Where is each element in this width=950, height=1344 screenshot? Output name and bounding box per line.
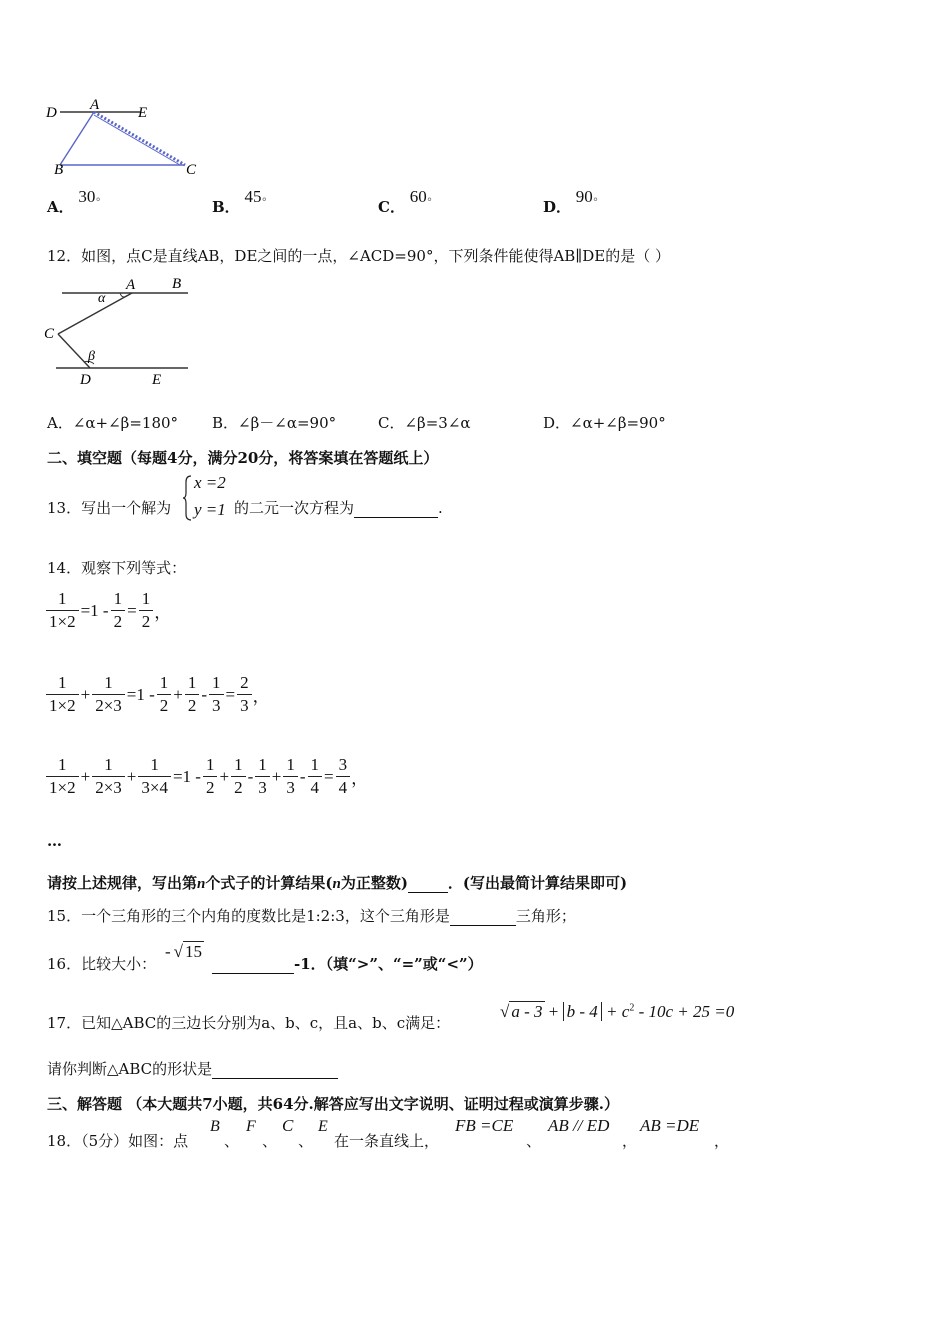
q11-option-c[interactable]: C． 60°	[378, 187, 433, 216]
q13-eq2: y =1	[194, 500, 226, 519]
q18-cond-2: AB // ED	[548, 1116, 610, 1135]
q16-rest: -1．（填“>”、“=”或“<”）	[212, 953, 483, 974]
q13-prefix: 13．写出一个解为	[47, 499, 172, 517]
q18-point-f: F	[246, 1118, 256, 1135]
fraction: $\frac{1}{2}$	[111, 588, 126, 633]
q11-option-d[interactable]: D． 90°	[543, 187, 599, 216]
q12-label-beta: β	[88, 349, 95, 364]
q12-option-d[interactable]: D．∠α+∠β=90°	[543, 414, 666, 432]
fraction: $\frac{1}{1\times 2}$	[46, 754, 79, 799]
q12-stem: 12．如图，点C是直线AB，DE之间的一点，∠ACD=90°，下列条件能使得AB∥DE的是（ ）	[47, 247, 670, 265]
fraction: $\frac{2}{3}$	[237, 672, 252, 717]
q14-stem: 14．观察下列等式：	[47, 559, 187, 577]
q18-point-b: B	[210, 1118, 220, 1135]
q18-cond-3: AB =DE	[640, 1116, 700, 1135]
q17-equation: √ $a - 3 + b - 4 + c^2 - 10c + 25 =0$	[500, 1002, 735, 1021]
q13-eq1: x =2	[194, 473, 226, 492]
q11-figure	[40, 95, 210, 180]
section-2-heading: 二、填空题（每题4分，满分20分，将答案填在答题纸上）	[47, 449, 439, 467]
fraction: $\frac{1}{2}$	[139, 588, 154, 633]
q18-text-b: 在一条直线上，	[334, 1132, 440, 1150]
q14-ask: 请按上述规律，写出第n个式子的计算结果(n为正整数) ．(写出最简计算结果即可)	[47, 874, 628, 892]
q18-cond-1: FB =CE	[455, 1116, 514, 1135]
fraction: $\frac{1}{2}$	[203, 754, 218, 799]
fraction: $\frac{1}{2\times 3}$	[92, 672, 125, 717]
q11-label-d: D	[46, 105, 57, 121]
q18-sep: 、	[526, 1132, 542, 1150]
fraction: $\frac{1}{2}$	[231, 754, 246, 799]
q17-answer-blank[interactable]	[212, 1062, 338, 1079]
q16-answer-blank[interactable]	[212, 957, 294, 974]
q11-label-e: E	[138, 105, 148, 121]
fraction: $\frac{1}{3\times 4}$	[138, 754, 171, 799]
fraction: $\frac{1}{2}$	[185, 672, 200, 717]
fraction: $\frac{1}{3}$	[255, 754, 270, 799]
q14-ellipsis: …	[47, 832, 62, 850]
q12-figure	[40, 270, 200, 395]
q14-equation-2: $\frac{1}{1\times 2}$ + $\frac{1}{2\times 3}$ =1 - $\frac{1}{2}$ + $\frac{1}{2}$ - $\frac{1}{3}$ = $\frac{2}{3}$ ，	[45, 672, 270, 717]
q18-sep: 、	[298, 1132, 314, 1150]
q11-option-b[interactable]: B． 45°	[212, 187, 267, 216]
q18-point-e: E	[318, 1118, 328, 1135]
fraction: $\frac{1}{1\times 2}$	[46, 588, 79, 633]
q11-label-c: C	[186, 162, 197, 178]
q13-suffix: 的二元一次方程为 .	[234, 499, 443, 517]
q11-label-a: A	[90, 97, 100, 113]
q12-label-e: E	[152, 372, 162, 388]
fraction: $\frac{1}{2}$	[157, 672, 172, 717]
fraction: $\frac{1}{3}$	[209, 672, 224, 717]
q14-answer-blank[interactable]	[408, 876, 448, 893]
q12-label-d: D	[80, 372, 91, 388]
q14-equation-3: $\frac{1}{1\times 2}$ + $\frac{1}{2\times 3}$ + $\frac{1}{3\times 4}$ =1 - $\frac{1}{2}$ + $\frac{1}{2}$ - $\frac{1}{3}$ + $\frac{1}{3}$ - $\frac{1}{4}$ = $\frac{3}{4}$ ，	[45, 754, 368, 799]
q18-comma: ，	[714, 1132, 730, 1150]
fraction: $\frac{1}{3}$	[283, 754, 298, 799]
q15-answer-blank[interactable]	[450, 909, 516, 926]
q11-label-b: B	[54, 162, 64, 178]
q12-option-b[interactable]: B．∠β－∠α=90°	[212, 414, 337, 432]
q12-option-c[interactable]: C．∠β=3∠α	[378, 414, 471, 432]
q14-equation-1: $\frac{1}{1\times 2}$ =1 - $\frac{1}{2}$ = $\frac{1}{2}$ ，	[45, 588, 171, 633]
fraction: $\frac{1}{1\times 2}$	[46, 672, 79, 717]
q17-question: 17．已知△ABC的三边长分别为a、b、c，且a、b、c满足：	[47, 1014, 451, 1032]
fraction: $\frac{3}{4}$	[336, 754, 351, 799]
q12-option-a[interactable]: A．∠α+∠β=180°	[47, 414, 179, 432]
q17-ask: 请你判断△ABC的形状是	[47, 1058, 338, 1079]
q15-question: 15．一个三角形的三个内角的度数比是1:2:3，这个三角形是 三角形；	[47, 907, 576, 925]
q12-label-b: B	[172, 276, 182, 292]
q18-comma: ，	[622, 1132, 638, 1150]
q12-label-alpha: α	[98, 291, 106, 306]
q18-question: 18．（5分）如图：点	[47, 1132, 189, 1150]
section-3-heading: 三、解答题 （本大题共7小题，共64分.解答应写出文字说明、证明过程或演算步骤.）	[47, 1095, 619, 1113]
q18-sep: 、	[262, 1132, 278, 1150]
q12-label-a: A	[126, 277, 136, 293]
fraction: $\frac{1}{2\times 3}$	[92, 754, 125, 799]
q11-option-a[interactable]: A． 30°	[47, 187, 101, 216]
q16-question: 16．比较大小：	[47, 955, 157, 973]
q13-brace	[183, 474, 193, 522]
q13-answer-blank[interactable]	[354, 501, 438, 518]
q18-sep: 、	[224, 1132, 240, 1150]
q12-label-c: C	[44, 326, 55, 342]
fraction: $\frac{1}{4}$	[308, 754, 323, 799]
q18-point-c: C	[282, 1116, 294, 1135]
q16-expression: - √ 15	[165, 942, 203, 961]
